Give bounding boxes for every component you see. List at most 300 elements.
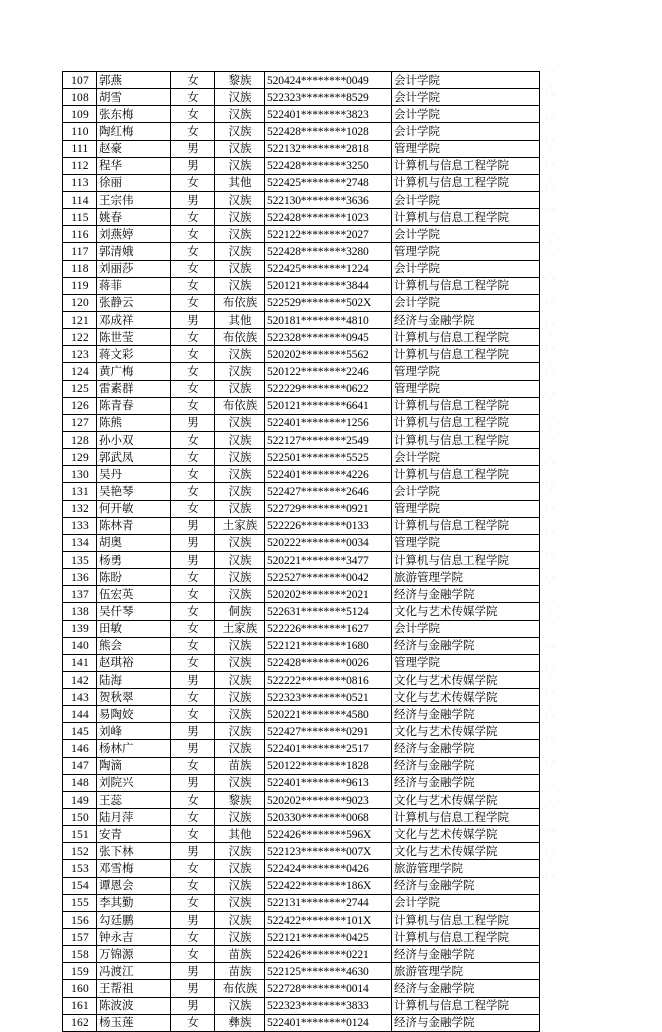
cell-seq: 153	[63, 860, 97, 877]
table-row[interactable]	[63, 997, 540, 1014]
cell-id: 522226********1627	[265, 620, 392, 637]
cell-name: 邓成祥	[97, 311, 171, 328]
cell-college: 旅游管理学院	[392, 569, 540, 586]
cell-college: 会计学院	[392, 226, 540, 243]
cell-college: 计算机与信息工程学院	[392, 174, 540, 191]
cell-ethnicity: 汉族	[215, 894, 265, 911]
table-row[interactable]	[63, 174, 540, 191]
cell-name: 陈波波	[97, 997, 171, 1014]
table-row[interactable]	[63, 843, 540, 860]
table-row[interactable]	[63, 911, 540, 928]
cell-ethnicity: 汉族	[215, 123, 265, 140]
cell-college: 计算机与信息工程学院	[392, 277, 540, 294]
cell-college: 会计学院	[392, 123, 540, 140]
cell-ethnicity: 汉族	[215, 346, 265, 363]
cell-college: 管理学院	[392, 654, 540, 671]
cell-name: 雷素群	[97, 380, 171, 397]
cell-sex: 女	[171, 209, 215, 226]
cell-ethnicity: 汉族	[215, 449, 265, 466]
cell-id: 522132********2818	[265, 140, 392, 157]
cell-sex: 男	[171, 911, 215, 928]
cell-ethnicity: 汉族	[215, 483, 265, 500]
table-row[interactable]	[63, 534, 540, 551]
cell-ethnicity: 汉族	[215, 586, 265, 603]
cell-seq: 116	[63, 226, 97, 243]
cell-ethnicity: 汉族	[215, 911, 265, 928]
cell-id: 522401********9613	[265, 774, 392, 791]
cell-seq: 128	[63, 431, 97, 448]
table-row[interactable]	[63, 706, 540, 723]
cell-sex: 男	[171, 671, 215, 688]
cell-seq: 140	[63, 637, 97, 654]
cell-id: 522401********4226	[265, 466, 392, 483]
table-row[interactable]	[63, 346, 540, 363]
cell-name: 李其勤	[97, 894, 171, 911]
cell-seq: 114	[63, 191, 97, 208]
table-row[interactable]	[63, 894, 540, 911]
cell-seq: 152	[63, 843, 97, 860]
cell-id: 522401********2517	[265, 740, 392, 757]
cell-id: 522121********1680	[265, 637, 392, 654]
cell-name: 赵豪	[97, 140, 171, 157]
cell-seq: 142	[63, 671, 97, 688]
cell-sex: 男	[171, 997, 215, 1014]
cell-seq: 147	[63, 757, 97, 774]
cell-name: 勾廷鹏	[97, 911, 171, 928]
cell-college: 经济与金融学院	[392, 877, 540, 894]
cell-seq: 118	[63, 260, 97, 277]
cell-id: 520330********0068	[265, 809, 392, 826]
cell-sex: 男	[171, 191, 215, 208]
cell-seq: 146	[63, 740, 97, 757]
cell-ethnicity: 汉族	[215, 706, 265, 723]
table-row[interactable]	[63, 671, 540, 688]
cell-sex: 女	[171, 809, 215, 826]
cell-sex: 女	[171, 123, 215, 140]
cell-sex: 女	[171, 603, 215, 620]
cell-id: 520122********1828	[265, 757, 392, 774]
cell-seq: 121	[63, 311, 97, 328]
cell-sex: 女	[171, 397, 215, 414]
cell-name: 吴艳琴	[97, 483, 171, 500]
table-row[interactable]	[63, 654, 540, 671]
cell-seq: 155	[63, 894, 97, 911]
cell-college: 文化与艺术传媒学院	[392, 843, 540, 860]
cell-name: 冯渡江	[97, 963, 171, 980]
cell-name: 郭清娥	[97, 243, 171, 260]
cell-name: 赵琪裕	[97, 654, 171, 671]
cell-college: 文化与艺术传媒学院	[392, 723, 540, 740]
cell-college: 计算机与信息工程学院	[392, 209, 540, 226]
cell-name: 黄广梅	[97, 363, 171, 380]
cell-sex: 女	[171, 346, 215, 363]
cell-name: 蒋菲	[97, 277, 171, 294]
cell-ethnicity: 汉族	[215, 157, 265, 174]
cell-college: 经济与金融学院	[392, 706, 540, 723]
cell-name: 陈青春	[97, 397, 171, 414]
cell-name: 陈盼	[97, 569, 171, 586]
table-row[interactable]	[63, 209, 540, 226]
cell-id: 522323********0521	[265, 689, 392, 706]
cell-name: 熊会	[97, 637, 171, 654]
table-row[interactable]	[63, 414, 540, 431]
cell-id: 522428********3250	[265, 157, 392, 174]
table-row[interactable]	[63, 517, 540, 534]
cell-college: 文化与艺术传媒学院	[392, 671, 540, 688]
cell-id: 520181********4810	[265, 311, 392, 328]
cell-seq: 150	[63, 809, 97, 826]
cell-seq: 125	[63, 380, 97, 397]
cell-college: 文化与艺术传媒学院	[392, 603, 540, 620]
cell-sex: 男	[171, 843, 215, 860]
cell-seq: 162	[63, 1014, 97, 1031]
cell-seq: 148	[63, 774, 97, 791]
cell-name: 胡雪	[97, 89, 171, 106]
cell-name: 陈熊	[97, 414, 171, 431]
cell-sex: 女	[171, 637, 215, 654]
cell-sex: 男	[171, 414, 215, 431]
cell-seq: 132	[63, 500, 97, 517]
cell-college: 会计学院	[392, 294, 540, 311]
cell-seq: 110	[63, 123, 97, 140]
cell-college: 计算机与信息工程学院	[392, 809, 540, 826]
table-row[interactable]	[63, 380, 540, 397]
table-row[interactable]	[63, 791, 540, 808]
table-row[interactable]	[63, 946, 540, 963]
cell-ethnicity: 汉族	[215, 860, 265, 877]
table-row[interactable]	[63, 329, 540, 346]
cell-id: 520221********3477	[265, 551, 392, 568]
cell-ethnicity: 汉族	[215, 431, 265, 448]
cell-seq: 108	[63, 89, 97, 106]
cell-ethnicity: 布依族	[215, 980, 265, 997]
cell-id: 520222********0034	[265, 534, 392, 551]
cell-name: 蒋文彩	[97, 346, 171, 363]
table-row[interactable]	[63, 191, 540, 208]
cell-ethnicity: 其他	[215, 826, 265, 843]
cell-sex: 女	[171, 89, 215, 106]
cell-name: 何开敏	[97, 500, 171, 517]
cell-seq: 157	[63, 929, 97, 946]
cell-seq: 124	[63, 363, 97, 380]
cell-sex: 女	[171, 1014, 215, 1031]
cell-id: 522425********2748	[265, 174, 392, 191]
table-row[interactable]	[63, 723, 540, 740]
cell-ethnicity: 汉族	[215, 551, 265, 568]
table-row[interactable]	[63, 877, 540, 894]
student-roster-table	[62, 71, 540, 1032]
cell-name: 姚春	[97, 209, 171, 226]
cell-sex: 男	[171, 157, 215, 174]
table-row[interactable]	[63, 929, 540, 946]
cell-id: 520221********4580	[265, 706, 392, 723]
cell-college: 计算机与信息工程学院	[392, 157, 540, 174]
cell-seq: 154	[63, 877, 97, 894]
cell-id: 522323********8529	[265, 89, 392, 106]
cell-college: 计算机与信息工程学院	[392, 414, 540, 431]
cell-ethnicity: 汉族	[215, 363, 265, 380]
table-row[interactable]	[63, 500, 540, 517]
cell-ethnicity: 汉族	[215, 500, 265, 517]
cell-id: 522130********3636	[265, 191, 392, 208]
table-row[interactable]	[63, 689, 540, 706]
cell-name: 刘燕婷	[97, 226, 171, 243]
cell-name: 刘丽莎	[97, 260, 171, 277]
cell-name: 郭武凤	[97, 449, 171, 466]
cell-id: 522728********0014	[265, 980, 392, 997]
cell-sex: 女	[171, 946, 215, 963]
cell-college: 经济与金融学院	[392, 946, 540, 963]
table-row[interactable]	[63, 637, 540, 654]
cell-name: 杨林广	[97, 740, 171, 757]
cell-id: 522428********1023	[265, 209, 392, 226]
cell-name: 易陶姣	[97, 706, 171, 723]
cell-id: 522323********3833	[265, 997, 392, 1014]
cell-id: 520424********0049	[265, 72, 392, 89]
table-row[interactable]	[63, 277, 540, 294]
cell-college: 会计学院	[392, 191, 540, 208]
cell-college: 会计学院	[392, 620, 540, 637]
cell-seq: 137	[63, 586, 97, 603]
cell-ethnicity: 汉族	[215, 414, 265, 431]
cell-ethnicity: 汉族	[215, 997, 265, 1014]
cell-id: 522222********0816	[265, 671, 392, 688]
cell-college: 经济与金融学院	[392, 980, 540, 997]
cell-id: 522422********186X	[265, 877, 392, 894]
cell-sex: 女	[171, 586, 215, 603]
cell-id: 522123********007X	[265, 843, 392, 860]
cell-college: 管理学院	[392, 500, 540, 517]
table-row[interactable]	[63, 397, 540, 414]
cell-ethnicity: 汉族	[215, 671, 265, 688]
cell-sex: 女	[171, 483, 215, 500]
cell-college: 文化与艺术传媒学院	[392, 826, 540, 843]
cell-ethnicity: 侗族	[215, 603, 265, 620]
table-row[interactable]	[63, 363, 540, 380]
cell-sex: 男	[171, 517, 215, 534]
cell-seq: 109	[63, 106, 97, 123]
cell-seq: 159	[63, 963, 97, 980]
cell-ethnicity: 汉族	[215, 243, 265, 260]
cell-name: 张东梅	[97, 106, 171, 123]
cell-seq: 143	[63, 689, 97, 706]
cell-name: 杨玉莲	[97, 1014, 171, 1031]
cell-name: 田敏	[97, 620, 171, 637]
table-row[interactable]	[63, 294, 540, 311]
cell-seq: 129	[63, 449, 97, 466]
cell-ethnicity: 黎族	[215, 72, 265, 89]
cell-id: 522127********2549	[265, 431, 392, 448]
cell-seq: 126	[63, 397, 97, 414]
cell-seq: 113	[63, 174, 97, 191]
cell-college: 会计学院	[392, 260, 540, 277]
cell-seq: 160	[63, 980, 97, 997]
table-row[interactable]	[63, 449, 540, 466]
cell-seq: 144	[63, 706, 97, 723]
cell-college: 计算机与信息工程学院	[392, 911, 540, 928]
cell-ethnicity: 汉族	[215, 191, 265, 208]
cell-sex: 男	[171, 311, 215, 328]
scan-speckle-artifact	[543, 60, 557, 880]
cell-college: 计算机与信息工程学院	[392, 517, 540, 534]
cell-college: 管理学院	[392, 243, 540, 260]
cell-name: 陶滴	[97, 757, 171, 774]
cell-college: 会计学院	[392, 449, 540, 466]
cell-sex: 男	[171, 963, 215, 980]
cell-sex: 女	[171, 380, 215, 397]
table-row[interactable]	[63, 757, 540, 774]
cell-id: 522427********2646	[265, 483, 392, 500]
cell-seq: 122	[63, 329, 97, 346]
cell-college: 文化与艺术传媒学院	[392, 791, 540, 808]
cell-college: 计算机与信息工程学院	[392, 329, 540, 346]
cell-college: 经济与金融学院	[392, 586, 540, 603]
cell-college: 会计学院	[392, 72, 540, 89]
cell-ethnicity: 土家族	[215, 620, 265, 637]
table-row[interactable]	[63, 466, 540, 483]
cell-sex: 女	[171, 757, 215, 774]
cell-id: 522527********0042	[265, 569, 392, 586]
table-row[interactable]	[63, 483, 540, 500]
cell-ethnicity: 汉族	[215, 654, 265, 671]
table-row[interactable]	[63, 123, 540, 140]
cell-id: 520121********3844	[265, 277, 392, 294]
cell-name: 胡奥	[97, 534, 171, 551]
cell-name: 程华	[97, 157, 171, 174]
table-row[interactable]	[63, 157, 540, 174]
cell-sex: 女	[171, 277, 215, 294]
table-row[interactable]	[63, 860, 540, 877]
cell-ethnicity: 彝族	[215, 1014, 265, 1031]
cell-ethnicity: 汉族	[215, 380, 265, 397]
cell-college: 计算机与信息工程学院	[392, 929, 540, 946]
table-row[interactable]	[63, 243, 540, 260]
cell-sex: 男	[171, 774, 215, 791]
cell-ethnicity: 其他	[215, 311, 265, 328]
cell-name: 陈林青	[97, 517, 171, 534]
cell-ethnicity: 土家族	[215, 517, 265, 534]
table-row[interactable]	[63, 740, 540, 757]
cell-sex: 女	[171, 929, 215, 946]
cell-id: 522229********0622	[265, 380, 392, 397]
cell-college: 计算机与信息工程学院	[392, 551, 540, 568]
table-row[interactable]	[63, 72, 540, 89]
cell-seq: 135	[63, 551, 97, 568]
table-row[interactable]	[63, 809, 540, 826]
cell-sex: 女	[171, 706, 215, 723]
table-row[interactable]	[63, 226, 540, 243]
cell-id: 520202********9023	[265, 791, 392, 808]
cell-id: 522426********596X	[265, 826, 392, 843]
cell-name: 张静云	[97, 294, 171, 311]
cell-ethnicity: 布依族	[215, 329, 265, 346]
cell-ethnicity: 汉族	[215, 534, 265, 551]
cell-ethnicity: 苗族	[215, 946, 265, 963]
cell-sex: 女	[171, 620, 215, 637]
cell-ethnicity: 汉族	[215, 569, 265, 586]
cell-seq: 107	[63, 72, 97, 89]
table-row[interactable]	[63, 569, 540, 586]
cell-name: 陶红梅	[97, 123, 171, 140]
table-row[interactable]	[63, 774, 540, 791]
cell-id: 522424********0426	[265, 860, 392, 877]
cell-name: 吴仟琴	[97, 603, 171, 620]
cell-id: 522426********0221	[265, 946, 392, 963]
table-row[interactable]	[63, 826, 540, 843]
cell-college: 经济与金融学院	[392, 757, 540, 774]
table-row[interactable]	[63, 586, 540, 603]
cell-sex: 女	[171, 654, 215, 671]
table-row[interactable]	[63, 980, 540, 997]
cell-ethnicity: 汉族	[215, 277, 265, 294]
cell-college: 计算机与信息工程学院	[392, 997, 540, 1014]
cell-sex: 女	[171, 260, 215, 277]
cell-name: 杨勇	[97, 551, 171, 568]
cell-ethnicity: 黎族	[215, 791, 265, 808]
cell-college: 经济与金融学院	[392, 1014, 540, 1031]
cell-ethnicity: 汉族	[215, 89, 265, 106]
cell-ethnicity: 布依族	[215, 294, 265, 311]
table-row[interactable]	[63, 89, 540, 106]
cell-sex: 女	[171, 329, 215, 346]
cell-name: 郭燕	[97, 72, 171, 89]
cell-id: 522121********0425	[265, 929, 392, 946]
cell-name: 陆海	[97, 671, 171, 688]
table-row[interactable]	[63, 140, 540, 157]
cell-ethnicity: 汉族	[215, 843, 265, 860]
cell-sex: 女	[171, 106, 215, 123]
cell-seq: 149	[63, 791, 97, 808]
cell-sex: 女	[171, 363, 215, 380]
table-row[interactable]	[63, 620, 540, 637]
cell-ethnicity: 汉族	[215, 723, 265, 740]
table-row[interactable]	[63, 603, 540, 620]
cell-seq: 115	[63, 209, 97, 226]
cell-college: 旅游管理学院	[392, 860, 540, 877]
table-row[interactable]	[63, 551, 540, 568]
cell-name: 王蕊	[97, 791, 171, 808]
cell-id: 522401********1256	[265, 414, 392, 431]
cell-id: 522631********5124	[265, 603, 392, 620]
cell-name: 王帮祖	[97, 980, 171, 997]
cell-college: 管理学院	[392, 140, 540, 157]
cell-id: 522401********3823	[265, 106, 392, 123]
table-row[interactable]	[63, 431, 540, 448]
cell-ethnicity: 汉族	[215, 689, 265, 706]
cell-ethnicity: 汉族	[215, 466, 265, 483]
cell-seq: 161	[63, 997, 97, 1014]
cell-id: 522131********2744	[265, 894, 392, 911]
cell-college: 经济与金融学院	[392, 311, 540, 328]
cell-ethnicity: 汉族	[215, 637, 265, 654]
cell-seq: 145	[63, 723, 97, 740]
cell-sex: 男	[171, 980, 215, 997]
cell-sex: 女	[171, 431, 215, 448]
cell-seq: 134	[63, 534, 97, 551]
table-row[interactable]	[63, 311, 540, 328]
table-row[interactable]	[63, 260, 540, 277]
cell-sex: 女	[171, 243, 215, 260]
cell-sex: 女	[171, 877, 215, 894]
cell-id: 522401********0124	[265, 1014, 392, 1031]
table-row[interactable]	[63, 963, 540, 980]
cell-college: 会计学院	[392, 106, 540, 123]
table-row[interactable]	[63, 1014, 540, 1031]
cell-id: 520122********2246	[265, 363, 392, 380]
table-row[interactable]	[63, 106, 540, 123]
cell-name: 安青	[97, 826, 171, 843]
cell-college: 计算机与信息工程学院	[392, 466, 540, 483]
